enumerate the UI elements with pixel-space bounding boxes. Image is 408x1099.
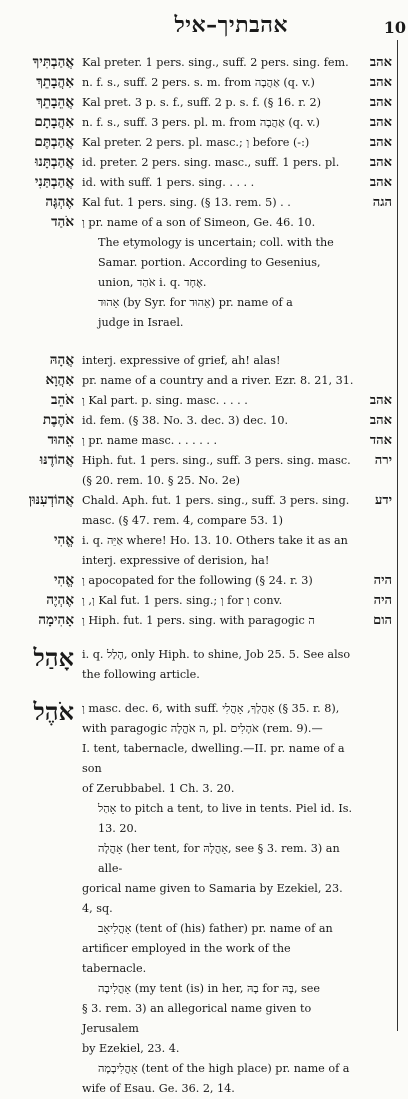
definition: Hiph. fut. 1 pers. sing., suff. 3 pers. sing. masc. (§ 20. rem. 10. § 25. No. 2e): [82, 454, 351, 487]
root: אהב: [369, 135, 392, 150]
subentry-line: אָהֳלָה (her tent, for אָהֳלָהּ, see § 3. rem. 3) an alle-: [98, 842, 340, 875]
headword: אַהֲוָא: [45, 372, 74, 388]
definition-line: The etymology is uncertain; coll. with the: [98, 236, 334, 249]
root: אהב: [369, 115, 392, 130]
definition: Kal preter. 2 pers. pl. masc.; וְ before (-:): [82, 136, 310, 149]
root: ידע: [374, 493, 392, 508]
entry: [0, 73, 396, 93]
subentry-line: wife of Esau. Ge. 36. 2, 14.: [82, 1082, 235, 1095]
definition-line: וְ masc. dec. 6, with suff. אָהֳלְךָ, אָהֳלִי (§ 35. r. 8),: [82, 702, 340, 715]
headword: אֲהַבְתַּנִי: [34, 174, 74, 190]
entry: [0, 591, 396, 611]
entry-ahal: [0, 643, 396, 672]
entry: [0, 411, 396, 431]
definition: Kal pret. 3 p. s. f., suff. 2 p. s. f. (§ 16. r. 2): [82, 96, 321, 109]
definition: i. q. אַיֵּה where! Ho. 13. 10. Others take it as an interj. expressive of derision, ha!: [82, 534, 348, 567]
headword: אֶהְיֶה: [46, 592, 74, 608]
root: היה: [373, 573, 392, 588]
headword: אֹהַד: [51, 214, 74, 230]
entry: [0, 391, 396, 411]
definition: n. f. s., suff. 3 pers. pl. m. from אַהֲבָה (q. v.): [82, 116, 320, 129]
subentry-line: אָהֳלִיבָה (my tent (is) in her, בָהּ for בָּהּ, see: [98, 982, 321, 995]
page-header: [0, 0, 408, 52]
headword: אֵהוּד: [47, 432, 74, 448]
spacer: [0, 333, 396, 351]
subentry-line: artificer employed in the work of the tabernacle.: [82, 942, 291, 975]
definition: וְ pr. name masc. . . . . . .: [82, 434, 217, 447]
root: אהב: [369, 55, 392, 70]
definition-line: I. tent, tabernacle, dwelling.—II. pr. name of a son: [82, 742, 345, 775]
headword: אֲהוֹדְעִנּוּן: [28, 492, 74, 508]
root: אהב: [369, 393, 392, 408]
headword: אֲהַבְתִּיךָ: [32, 54, 74, 70]
subentry-line: by Ezekiel, 23. 4.: [82, 1042, 180, 1055]
headword: אֹהֶבֶת: [42, 412, 74, 428]
root: אהב: [369, 413, 392, 428]
headword: אֲהוֹדֶנּוּ: [39, 452, 74, 468]
definition: Chald. Aph. fut. 1 pers. sing., suff. 3 pers. sing. masc. (§ 47. rem. 4, compare 53. 1): [82, 494, 350, 527]
entry: [0, 571, 396, 591]
definition: Kal preter. 1 pers. sing., suff. 2 pers. sing. fem.: [82, 56, 349, 69]
definition: pr. name of a country and a river. Ezr. 8. 21, 31.: [82, 374, 354, 387]
page-number: 10: [383, 18, 406, 37]
subentry-line: אָהַל to pitch a tent, to live in tents. Piel id. Is. 13. 20.: [98, 802, 353, 835]
headword: אָהִימָה: [38, 612, 74, 628]
entry: [0, 173, 396, 193]
root: אהב: [369, 95, 392, 110]
entry: [0, 93, 396, 113]
definition: וְ apocopated for the following (§ 24. r. 3): [82, 574, 313, 587]
dictionary-page: [0, 53, 396, 1099]
subentry-line: אָהֳלִיאָב (tent of (his) father) pr. name of an: [98, 922, 333, 935]
definition-line: union, אֹהַד i. q. אֶחָד.: [98, 276, 207, 289]
entry: [0, 531, 396, 571]
headword: אֲהָהּ: [49, 352, 74, 368]
definition: Kal fut. 1 pers. sing. (§ 13. rem. 5) . .: [82, 196, 291, 209]
definition-line: וְ pr. name of a son of Simeon, Ge. 46. 10.: [82, 216, 316, 229]
headword: אֲהַבְתָּנוּ: [34, 154, 74, 170]
entry: [0, 371, 396, 391]
headword: אֲהַבְתֶּם: [34, 134, 74, 150]
headword: אָהַל: [33, 643, 74, 672]
root: אהב: [369, 175, 392, 190]
root: הום: [373, 613, 392, 628]
definition-line: of Zerubbabel. 1 Ch. 3. 20.: [82, 782, 235, 795]
entry-ohad: [0, 213, 396, 233]
headword: אֱהִי: [54, 572, 74, 588]
subentry-line: אָהֳלִיבָמָה (tent of the high place) pr. name of a: [98, 1062, 350, 1075]
subentry-line: judge in Israel.: [98, 316, 184, 329]
definition: id. with suff. 1 pers. sing. . . . .: [82, 176, 255, 189]
root: אהב: [369, 75, 392, 90]
definition-line: the following article.: [82, 668, 200, 681]
entry: [0, 491, 396, 531]
definition: וְ, וְ Kal fut. 1 pers. sing.; וְ for וְ conv.: [82, 594, 283, 607]
definition-line: with paragogic ה אֹהֱלָה, pl. אֹהָלִים (rem. 9).—: [82, 722, 323, 735]
entry-ohel: [0, 697, 396, 726]
definition: interj. expressive of grief, ah! alas!: [82, 354, 281, 367]
root: הגה: [372, 195, 392, 210]
definition: id. fem. (§ 38. No. 3. dec. 3) dec. 10.: [82, 414, 289, 427]
root: אהד: [369, 433, 392, 448]
headword: אַהֲבָתָם: [34, 114, 74, 130]
root: ירה: [374, 453, 392, 468]
headword: אֲהֵבָתֵךְ: [36, 94, 74, 110]
entry: [0, 611, 396, 631]
definition-line: Samar. portion. According to Gesenius,: [98, 256, 321, 269]
headword: אֶהְגֶּה: [45, 194, 74, 210]
entry: [0, 133, 396, 153]
definition: וְ Hiph. fut. 1 pers. sing. with paragogic ה: [82, 614, 315, 627]
right-margin-rule: [397, 40, 398, 1031]
entry: [0, 53, 396, 73]
definition: n. f. s., suff. 2 pers. s. m. from אַהֲבָה (q. v.): [82, 76, 315, 89]
entry: [0, 113, 396, 133]
definition: id. preter. 2 pers. sing. masc., suff. 1 pers. pl.: [82, 156, 340, 169]
subentry-line: § 3. rem. 3) an allegorical name given to Jerusalem: [82, 1002, 312, 1035]
entry: [0, 451, 396, 491]
definition: וְ Kal part. p. sing. masc. . . . .: [82, 394, 248, 407]
entry: [0, 193, 396, 213]
definition-line: i. q. הָלַל, only Hiph. to shine, Job 25. 5. See also: [82, 648, 351, 661]
headword: אַהֲבָתֵךְ: [36, 74, 74, 90]
subentry-line: gorical name given to Samaria by Ezekiel, 23. 4, sq.: [82, 882, 343, 915]
root: אהב: [369, 155, 392, 170]
headword: אֱהִי: [54, 532, 74, 548]
headword: אֹהֶל: [33, 697, 74, 726]
entry: [0, 351, 396, 371]
entry: [0, 153, 396, 173]
entry: [0, 431, 396, 451]
root: היה: [373, 593, 392, 608]
headword: אֹהֵב: [51, 392, 74, 408]
running-head: אהבתיך–איל: [174, 12, 288, 38]
subentry-line: אֵהוּד (by Syr. for אֵהוּד) pr. name of a: [98, 296, 293, 309]
